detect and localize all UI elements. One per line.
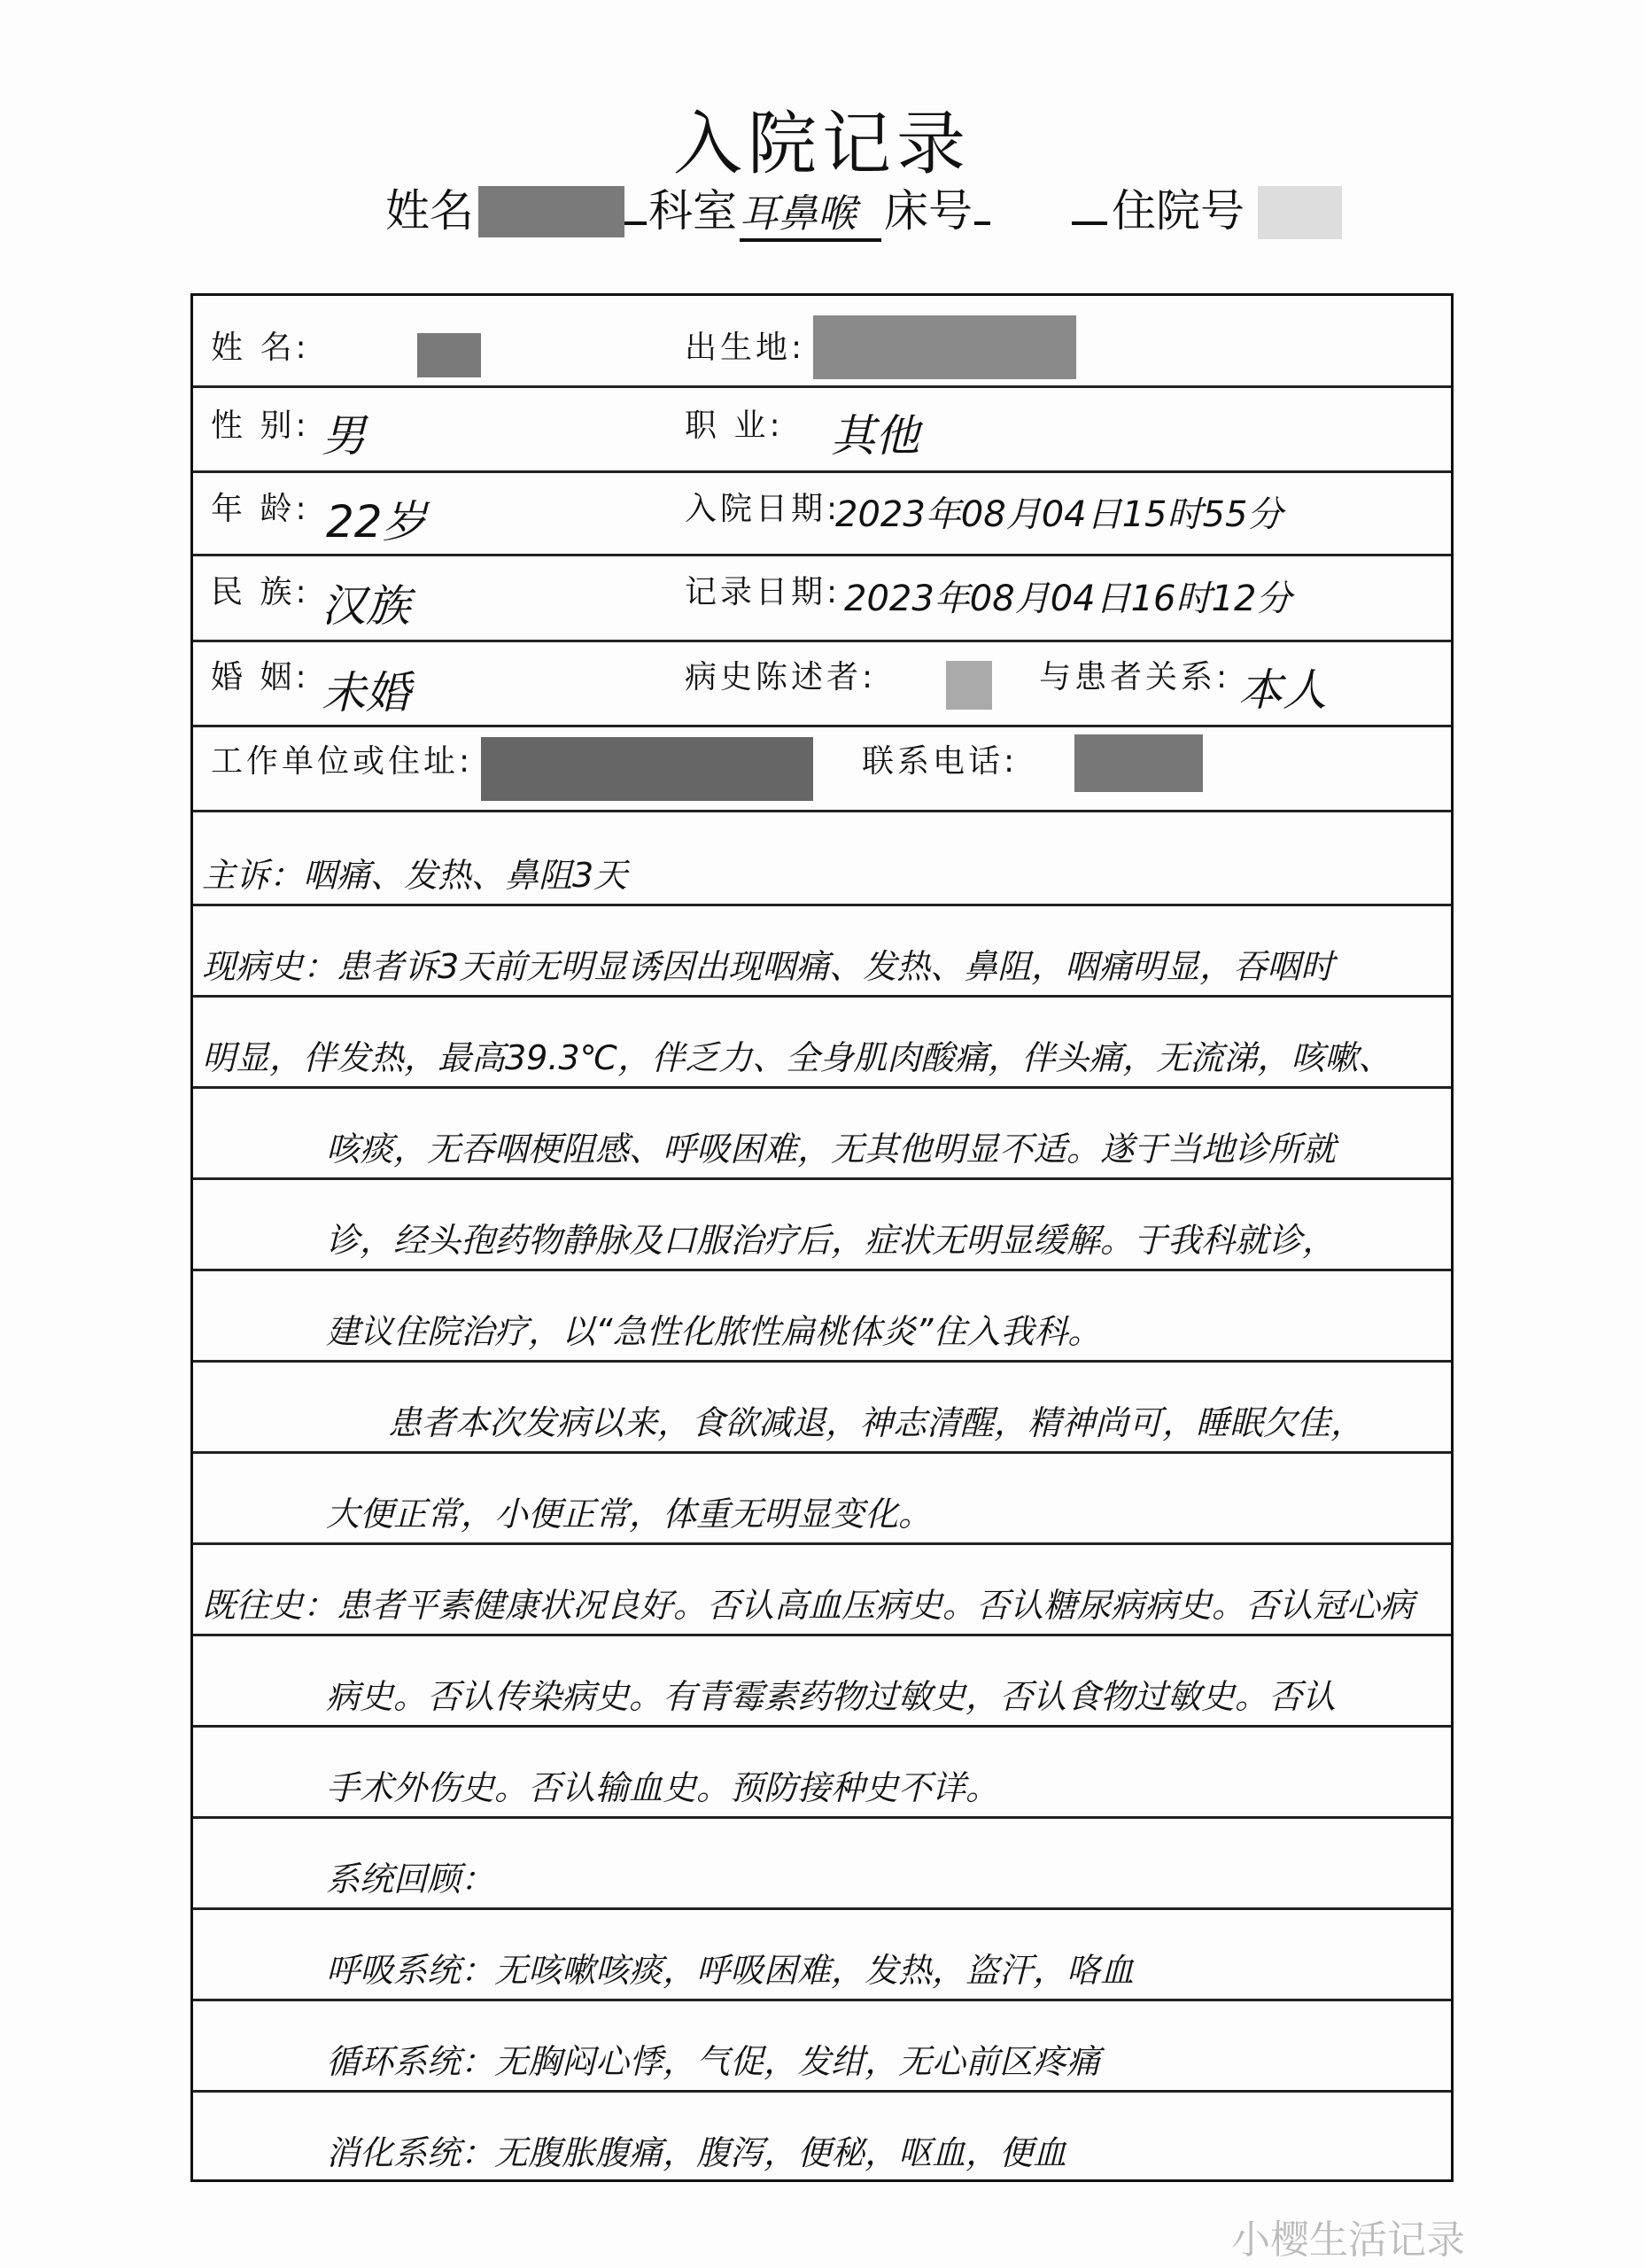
admit-date-label: 入院日期:	[685, 491, 841, 527]
ruled-line	[193, 1360, 1451, 1363]
record-line: 主诉：咽痛、发热、鼻阻3天	[202, 856, 628, 895]
occupation-value: 其他	[831, 410, 919, 462]
record-line: 明显，伴发热，最高39.3℃，伴乏力、全身肌肉酸痛，伴头痛，无流涕，咳嗽、	[202, 1038, 1392, 1077]
document-title: 入院记录	[672, 105, 971, 184]
record-line: 消化系统：无腹胀腹痛，腹泻，便秘，呕血，便血	[326, 2133, 1067, 2172]
record-date-value: 2023年08月04日16时12分	[844, 579, 1292, 619]
redacted-admission-no	[1258, 186, 1342, 239]
age-label: 年 龄:	[211, 491, 310, 527]
ruled-line	[193, 2090, 1451, 2093]
record-table	[190, 293, 1454, 2182]
ethnicity-label: 民 族:	[211, 574, 310, 610]
relation-label: 与患者关系:	[1039, 659, 1231, 695]
record-line: 建议住院治疗，以“急性化脓性扁桃体炎”住入我科。	[326, 1312, 1102, 1351]
record-line: 呼吸系统：无咳嗽咳痰，呼吸困难，发热，盗汗，咯血	[326, 1951, 1135, 1990]
admit-date-value: 2023年08月04日15时55分	[835, 494, 1283, 535]
redacted-name	[478, 186, 624, 237]
ruled-line	[193, 1269, 1451, 1271]
header-dept-value: 耳鼻喉	[740, 182, 881, 242]
record-line: 患者本次发病以来，食欲减退，神志清醒，精神尚可，睡眠欠佳，	[388, 1403, 1365, 1442]
ruled-line	[193, 1725, 1451, 1728]
ruled-line	[193, 1999, 1451, 2001]
underline	[624, 221, 647, 225]
relation-value: 本人	[1238, 664, 1327, 716]
ethnicity-value: 汉族	[322, 580, 410, 632]
record-line: 诊，经头孢药物静脉及口服治疗后，症状无明显缓解。于我科就诊，	[326, 1221, 1337, 1260]
narrator-label: 病史陈述者:	[685, 659, 877, 695]
ruled-line	[193, 904, 1451, 906]
redacted-narrator	[946, 661, 992, 710]
header-dept-label: 科室	[648, 185, 737, 237]
underline	[974, 221, 990, 225]
ruled-line	[193, 1634, 1451, 1636]
age-value: 22岁	[326, 496, 427, 548]
birthplace-label: 出生地:	[685, 330, 806, 366]
header-name-label: 姓名	[385, 185, 474, 237]
header-admission-no-label: 住院号	[1112, 185, 1245, 237]
record-line: 咳痰，无吞咽梗阻感、呼吸困难，无其他明显不适。遂于当地诊所就	[326, 1130, 1337, 1169]
record-line: 大便正常，小便正常，体重无明显变化。	[326, 1495, 933, 1534]
phone-label: 联系电话:	[862, 743, 1019, 780]
name-label: 姓 名:	[211, 330, 310, 366]
record-line: 手术外伤史。否认输血史。预防接种史不详。	[326, 1768, 1000, 1807]
record-line: 循环系统：无胸闷心悸，气促，发绀，无心前区疼痛	[326, 2042, 1101, 2081]
redacted-name	[417, 333, 481, 377]
ruled-line	[193, 1907, 1451, 1910]
ruled-line	[193, 1816, 1451, 1819]
marital-value: 未婚	[322, 667, 410, 718]
record-line: 系统回顾：	[326, 1860, 495, 1899]
redacted-phone	[1074, 734, 1203, 792]
sex-label: 性 别:	[211, 408, 310, 444]
record-line: 现病史：患者诉3天前无明显诱因出现咽痛、发热、鼻阻，咽痛明显，吞咽时	[202, 947, 1335, 986]
record-line: 既往史：患者平素健康状况良好。否认高血压病史。否认糖尿病病史。否认冠心病	[202, 1586, 1415, 1625]
ruled-line	[193, 1086, 1451, 1089]
record-date-label: 记录日期:	[685, 574, 841, 610]
occupation-label: 职 业:	[685, 408, 784, 444]
sex-value: 男	[322, 410, 366, 462]
ruled-line	[193, 995, 1451, 998]
header-bed-label: 床号	[884, 185, 973, 237]
ruled-line	[193, 1451, 1451, 1454]
watermark: 小樱生活记录	[1231, 2218, 1465, 2263]
ruled-line	[193, 1177, 1451, 1180]
address-label: 工作单位或住址:	[211, 743, 474, 780]
underline	[1072, 221, 1107, 225]
marital-label: 婚 姻:	[211, 659, 310, 695]
record-line: 病史。否认传染病史。有青霉素药物过敏史，否认食物过敏史。否认	[326, 1677, 1337, 1716]
redacted-address	[481, 737, 813, 801]
redacted-birthplace	[813, 315, 1076, 379]
ruled-line	[193, 1542, 1451, 1545]
